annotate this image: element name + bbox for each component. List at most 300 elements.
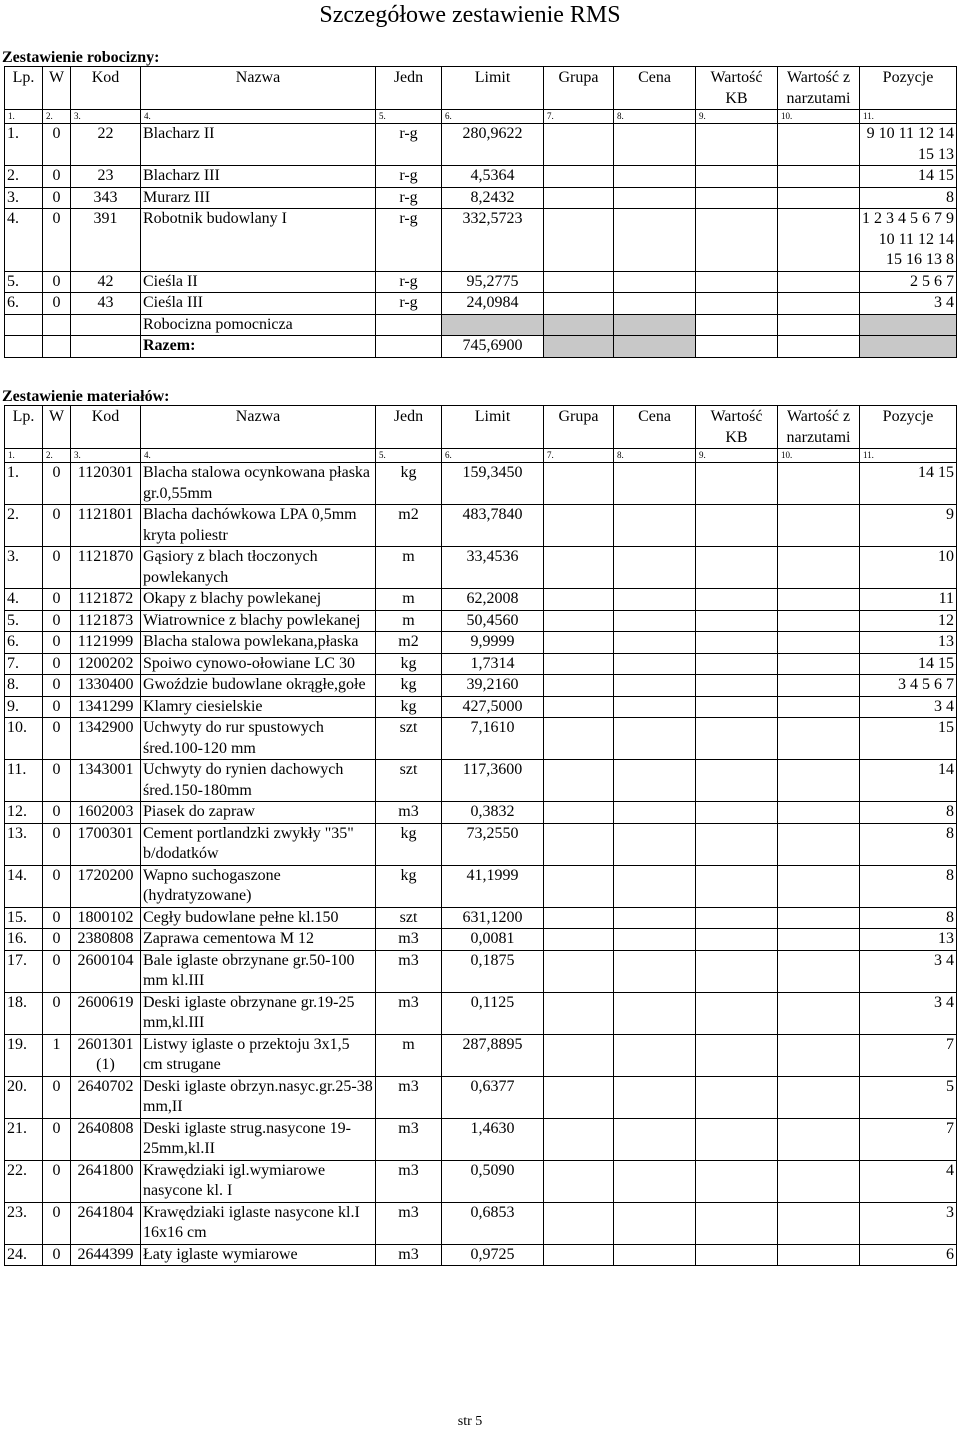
cell-lp: 5. <box>5 610 43 632</box>
column-header-kod: Kod <box>71 406 141 449</box>
cell-cena <box>614 992 696 1034</box>
cell-jedn: r-g <box>376 166 442 188</box>
cell-wartosc-kb <box>696 950 778 992</box>
cell-jedn: kg <box>376 865 442 907</box>
cell-jedn: m3 <box>376 950 442 992</box>
cell-w: 0 <box>43 1244 71 1266</box>
column-number: 11. <box>860 110 957 124</box>
cell-grupa <box>544 907 614 929</box>
cell-w: 0 <box>43 802 71 824</box>
cell-wartosc-kb <box>696 1160 778 1202</box>
cell-wartosc-kb <box>696 632 778 654</box>
cell-nazwa: Spoiwo cynowo-ołowiane LC 30 <box>141 653 376 675</box>
column-header-pozycje: Pozycje <box>860 67 957 110</box>
cell-kod: 1121801 <box>71 505 141 547</box>
cell-cena <box>614 760 696 802</box>
cell-limit: 0,3832 <box>442 802 544 824</box>
cell-w: 1 <box>43 1034 71 1076</box>
cell-jedn: m3 <box>376 992 442 1034</box>
cell-limit: 0,5090 <box>442 1160 544 1202</box>
cell-wartosc-narzut <box>778 187 860 209</box>
cell-pozycje: 8 <box>860 865 957 907</box>
cell-pozycje: 14 15 <box>860 653 957 675</box>
cell-wartosc-narzut <box>778 271 860 293</box>
table-row <box>5 124 957 166</box>
cell-nazwa: Blacha stalowa powlekana,płaska <box>141 632 376 654</box>
cell-nazwa: Listwy iglaste o przektoju 3x1,5 cm strugane <box>141 1034 376 1076</box>
column-header-wartosc-narzut: Wartość z narzutami <box>778 406 860 449</box>
cell-pozycje: 3 4 <box>860 992 957 1034</box>
cell-wartosc-narzut <box>778 589 860 611</box>
cell-grupa <box>544 547 614 589</box>
cell-jedn <box>376 314 442 336</box>
column-number: 11. <box>860 449 957 463</box>
cell-lp: 7. <box>5 653 43 675</box>
table-row <box>5 718 957 760</box>
column-number: 6. <box>442 110 544 124</box>
column-header-w: W <box>43 67 71 110</box>
table-row <box>5 293 957 315</box>
column-number: 9. <box>696 110 778 124</box>
table-row <box>5 632 957 654</box>
cell-w: 0 <box>43 653 71 675</box>
table-row <box>5 547 957 589</box>
cell-cena <box>614 463 696 505</box>
cell-pozycje: 8 <box>860 907 957 929</box>
column-number: 1. <box>5 449 43 463</box>
cell-limit: 159,3450 <box>442 463 544 505</box>
cell-wartosc-narzut <box>778 1160 860 1202</box>
cell-w: 0 <box>43 760 71 802</box>
cell-pozycje: 5 <box>860 1076 957 1118</box>
cell-pozycje: 14 <box>860 760 957 802</box>
cell-pozycje: 7 <box>860 1034 957 1076</box>
column-number-row <box>5 110 957 124</box>
table-row <box>5 992 957 1034</box>
column-number: 3. <box>71 110 141 124</box>
table-row <box>5 187 957 209</box>
cell-grupa <box>544 718 614 760</box>
cell-wartosc-narzut <box>778 992 860 1034</box>
cell-pozycje <box>860 336 957 358</box>
cell-pozycje: 14 15 <box>860 463 957 505</box>
cell-w: 0 <box>43 632 71 654</box>
column-header-wartosc-kb: Wartość KB <box>696 406 778 449</box>
cell-jedn: r-g <box>376 209 442 272</box>
cell-jedn: m <box>376 547 442 589</box>
table-row <box>5 675 957 697</box>
cell-kod: 43 <box>71 293 141 315</box>
cell-w: 0 <box>43 547 71 589</box>
cell-wartosc-narzut <box>778 632 860 654</box>
cell-w: 0 <box>43 293 71 315</box>
cell-wartosc-kb <box>696 1202 778 1244</box>
cell-pozycje: 6 <box>860 1244 957 1266</box>
table-row <box>5 1202 957 1244</box>
column-header-wartosc-kb: Wartość KB <box>696 67 778 110</box>
cell-grupa <box>544 505 614 547</box>
cell-kod: 22 <box>71 124 141 166</box>
cell-w: 0 <box>43 124 71 166</box>
cell-pozycje: 1 2 3 4 5 6 7 9 10 11 12 14 15 16 13 8 <box>860 209 957 272</box>
cell-wartosc-narzut <box>778 802 860 824</box>
table-row <box>5 865 957 907</box>
cell-w: 0 <box>43 992 71 1034</box>
cell-kod: 1800102 <box>71 907 141 929</box>
cell-wartosc-kb <box>696 293 778 315</box>
cell-cena <box>614 124 696 166</box>
cell-grupa <box>544 760 614 802</box>
cell-grupa <box>544 992 614 1034</box>
cell-wartosc-kb <box>696 760 778 802</box>
cell-w: 0 <box>43 675 71 697</box>
cell-cena <box>614 314 696 336</box>
cell-nazwa: Cement portlandzki zwykły "35" b/dodatków <box>141 823 376 865</box>
cell-lp: 19. <box>5 1034 43 1076</box>
table-row <box>5 1034 957 1076</box>
column-number: 4. <box>141 110 376 124</box>
column-header-grupa: Grupa <box>544 406 614 449</box>
cell-grupa <box>544 823 614 865</box>
table-row <box>5 505 957 547</box>
cell-lp: 16. <box>5 929 43 951</box>
cell-w: 0 <box>43 209 71 272</box>
column-number: 2. <box>43 110 71 124</box>
cell-pozycje <box>860 314 957 336</box>
cell-wartosc-narzut <box>778 718 860 760</box>
cell-w: 0 <box>43 696 71 718</box>
cell-w: 0 <box>43 865 71 907</box>
column-header-lp: Lp. <box>5 406 43 449</box>
cell-nazwa: Łaty iglaste wymiarowe <box>141 1244 376 1266</box>
cell-pozycje: 8 <box>860 823 957 865</box>
cell-kod: 1700301 <box>71 823 141 865</box>
column-number: 8. <box>614 110 696 124</box>
cell-jedn: kg <box>376 675 442 697</box>
column-number: 5. <box>376 449 442 463</box>
cell-wartosc-kb <box>696 589 778 611</box>
cell-wartosc-kb <box>696 802 778 824</box>
cell-lp: 14. <box>5 865 43 907</box>
cell-limit: 332,5723 <box>442 209 544 272</box>
cell-limit: 1,4630 <box>442 1118 544 1160</box>
cell-lp: 5. <box>5 271 43 293</box>
cell-wartosc-kb <box>696 547 778 589</box>
cell-wartosc-kb <box>696 271 778 293</box>
cell-grupa <box>544 1034 614 1076</box>
cell-limit: 62,2008 <box>442 589 544 611</box>
cell-wartosc-kb <box>696 865 778 907</box>
cell-jedn: szt <box>376 907 442 929</box>
cell-wartosc-kb <box>696 124 778 166</box>
cell-lp: 9. <box>5 696 43 718</box>
cell-lp: 6. <box>5 293 43 315</box>
cell-wartosc-narzut <box>778 823 860 865</box>
cell-wartosc-kb <box>696 1076 778 1118</box>
cell-nazwa: Krawędziaki igl.wymiarowe nasycone kl. I <box>141 1160 376 1202</box>
cell-wartosc-narzut <box>778 1244 860 1266</box>
cell-pozycje: 8 <box>860 187 957 209</box>
cell-wartosc-narzut <box>778 124 860 166</box>
cell-nazwa: Klamry ciesielskie <box>141 696 376 718</box>
cell-nazwa: Murarz III <box>141 187 376 209</box>
cell-wartosc-narzut <box>778 209 860 272</box>
cell-cena <box>614 1118 696 1160</box>
cell-kod: 2640808 <box>71 1118 141 1160</box>
cell-nazwa: Uchwyty do rynien dachowych śred.150-180mm <box>141 760 376 802</box>
cell-limit: 0,0081 <box>442 929 544 951</box>
cell-grupa <box>544 696 614 718</box>
cell-pozycje: 11 <box>860 589 957 611</box>
cell-wartosc-kb <box>696 187 778 209</box>
cell-nazwa: Blacharz III <box>141 166 376 188</box>
table-row <box>5 653 957 675</box>
cell-lp: 2. <box>5 166 43 188</box>
cell-cena <box>614 718 696 760</box>
cell-lp: 18. <box>5 992 43 1034</box>
cell-nazwa: Okapy z blachy powlekanej <box>141 589 376 611</box>
cell-jedn: m <box>376 1034 442 1076</box>
cell-jedn: szt <box>376 718 442 760</box>
cell-nazwa: Wapno suchogaszone (hydratyzowane) <box>141 865 376 907</box>
total-label: Razem: <box>141 336 376 358</box>
cell-jedn: m3 <box>376 802 442 824</box>
column-header-kod: Kod <box>71 67 141 110</box>
cell-cena <box>614 1034 696 1076</box>
cell-lp: 11. <box>5 760 43 802</box>
column-number: 4. <box>141 449 376 463</box>
cell-jedn: szt <box>376 760 442 802</box>
column-header-limit: Limit <box>442 67 544 110</box>
cell-pozycje: 15 <box>860 718 957 760</box>
cell-jedn: m2 <box>376 632 442 654</box>
cell-kod: 1720200 <box>71 865 141 907</box>
column-number: 10. <box>778 110 860 124</box>
cell-wartosc-narzut <box>778 463 860 505</box>
table-row <box>5 166 957 188</box>
table-row <box>5 1244 957 1266</box>
labor-heading: Zestawienie robocizny: <box>2 49 160 66</box>
table-row <box>5 907 957 929</box>
cell-w <box>43 314 71 336</box>
cell-jedn <box>376 336 442 358</box>
table-row <box>5 209 957 272</box>
table-row <box>5 463 957 505</box>
column-header-nazwa: Nazwa <box>141 67 376 110</box>
column-number: 9. <box>696 449 778 463</box>
cell-kod: 2640702 <box>71 1076 141 1118</box>
table-row <box>5 696 957 718</box>
cell-limit: 0,1875 <box>442 950 544 992</box>
table-row <box>5 802 957 824</box>
cell-lp: 8. <box>5 675 43 697</box>
materials-heading: Zestawienie materiałów: <box>2 388 170 405</box>
cell-lp: 22. <box>5 1160 43 1202</box>
cell-cena <box>614 632 696 654</box>
column-header-jedn: Jedn <box>376 406 442 449</box>
cell-nazwa: Gąsiory z blach tłoczonych powlekanych <box>141 547 376 589</box>
column-number: 7. <box>544 110 614 124</box>
cell-cena <box>614 929 696 951</box>
cell-wartosc-narzut <box>778 1118 860 1160</box>
cell-jedn: m3 <box>376 1076 442 1118</box>
cell-nazwa: Blacha stalowa ocynkowana płaska gr.0,55mm <box>141 463 376 505</box>
cell-limit: 0,6853 <box>442 1202 544 1244</box>
cell-cena <box>614 1202 696 1244</box>
cell-nazwa: Cieśla III <box>141 293 376 315</box>
cell-w: 0 <box>43 505 71 547</box>
cell-jedn: m2 <box>376 505 442 547</box>
cell-w: 0 <box>43 907 71 929</box>
cell-nazwa: Robotnik budowlany I <box>141 209 376 272</box>
cell-nazwa: Deski iglaste obrzynane gr.19-25 mm,kl.III <box>141 992 376 1034</box>
column-number-row <box>5 449 957 463</box>
cell-lp: 12. <box>5 802 43 824</box>
cell-cena <box>614 907 696 929</box>
cell-wartosc-kb <box>696 610 778 632</box>
cell-limit: 1,7314 <box>442 653 544 675</box>
cell-nazwa: Cieśla II <box>141 271 376 293</box>
cell-w: 0 <box>43 950 71 992</box>
cell-cena <box>614 696 696 718</box>
cell-grupa <box>544 802 614 824</box>
column-number: 2. <box>43 449 71 463</box>
cell-wartosc-kb <box>696 1244 778 1266</box>
cell-w: 0 <box>43 929 71 951</box>
cell-grupa <box>544 865 614 907</box>
cell-wartosc-kb <box>696 718 778 760</box>
cell-cena <box>614 547 696 589</box>
cell-lp: 1. <box>5 463 43 505</box>
total-value: 745,6900 <box>442 336 544 358</box>
cell-wartosc-narzut <box>778 547 860 589</box>
cell-w: 0 <box>43 271 71 293</box>
cell-wartosc-narzut <box>778 314 860 336</box>
cell-wartosc-kb <box>696 166 778 188</box>
cell-pozycje: 10 <box>860 547 957 589</box>
cell-grupa <box>544 293 614 315</box>
cell-kod: 42 <box>71 271 141 293</box>
cell-kod: 2601301 (1) <box>71 1034 141 1076</box>
cell-cena <box>614 187 696 209</box>
cell-limit: 0,6377 <box>442 1076 544 1118</box>
cell-kod: 2600104 <box>71 950 141 992</box>
cell-wartosc-kb <box>696 209 778 272</box>
cell-cena <box>614 505 696 547</box>
cell-nazwa: Zaprawa cementowa M 12 <box>141 929 376 951</box>
cell-pozycje: 3 4 <box>860 293 957 315</box>
cell-kod: 1341299 <box>71 696 141 718</box>
cell-pozycje: 12 <box>860 610 957 632</box>
cell-limit: 95,2775 <box>442 271 544 293</box>
cell-cena <box>614 1244 696 1266</box>
cell-wartosc-narzut <box>778 1202 860 1244</box>
cell-w: 0 <box>43 589 71 611</box>
column-header-wartosc-narzut: Wartość z narzutami <box>778 67 860 110</box>
cell-jedn: r-g <box>376 124 442 166</box>
total-row <box>5 336 957 358</box>
cell-cena <box>614 271 696 293</box>
cell-cena <box>614 950 696 992</box>
cell-limit: 631,1200 <box>442 907 544 929</box>
cell-grupa <box>544 187 614 209</box>
cell-cena <box>614 675 696 697</box>
cell-cena <box>614 1076 696 1118</box>
table-row <box>5 1076 957 1118</box>
cell-pozycje: 14 15 <box>860 166 957 188</box>
cell-limit: 24,0984 <box>442 293 544 315</box>
cell-grupa <box>544 929 614 951</box>
column-number: 3. <box>71 449 141 463</box>
cell-w: 0 <box>43 1160 71 1202</box>
table-row <box>5 823 957 865</box>
cell-kod: 1121872 <box>71 589 141 611</box>
cell-cena <box>614 653 696 675</box>
cell-limit: 73,2550 <box>442 823 544 865</box>
cell-pozycje: 7 <box>860 1118 957 1160</box>
cell-kod <box>71 336 141 358</box>
cell-jedn: r-g <box>376 187 442 209</box>
cell-limit: 287,8895 <box>442 1034 544 1076</box>
cell-jedn: r-g <box>376 293 442 315</box>
column-header-cena: Cena <box>614 406 696 449</box>
cell-jedn: m3 <box>376 1160 442 1202</box>
header-row <box>5 406 957 449</box>
header-row <box>5 67 957 110</box>
cell-limit: 0,9725 <box>442 1244 544 1266</box>
cell-wartosc-kb <box>696 653 778 675</box>
column-header-limit: Limit <box>442 406 544 449</box>
cell-cena <box>614 166 696 188</box>
cell-wartosc-kb <box>696 929 778 951</box>
cell-lp: 24. <box>5 1244 43 1266</box>
materials-table <box>4 405 957 1266</box>
cell-wartosc-narzut <box>778 1076 860 1118</box>
cell-nazwa: Uchwyty do rur spustowych śred.100-120 mm <box>141 718 376 760</box>
cell-limit: 0,1125 <box>442 992 544 1034</box>
cell-w: 0 <box>43 610 71 632</box>
cell-w: 0 <box>43 187 71 209</box>
cell-nazwa: Wiatrownice z blachy powlekanej <box>141 610 376 632</box>
cell-nazwa: Cegły budowlane pełne kl.150 <box>141 907 376 929</box>
cell-wartosc-narzut <box>778 760 860 802</box>
table-row <box>5 610 957 632</box>
cell-kod <box>71 314 141 336</box>
cell-w: 0 <box>43 1202 71 1244</box>
column-number: 7. <box>544 449 614 463</box>
cell-grupa <box>544 336 614 358</box>
cell-jedn: r-g <box>376 271 442 293</box>
cell-cena <box>614 802 696 824</box>
cell-kod: 2641804 <box>71 1202 141 1244</box>
cell-cena <box>614 823 696 865</box>
column-header-w: W <box>43 406 71 449</box>
column-header-grupa: Grupa <box>544 67 614 110</box>
cell-kod: 1121999 <box>71 632 141 654</box>
cell-pozycje: 3 4 <box>860 950 957 992</box>
cell-nazwa: Deski iglaste obrzyn.nasyc.gr.25-38 mm,II <box>141 1076 376 1118</box>
cell-w: 0 <box>43 718 71 760</box>
table-row <box>5 1160 957 1202</box>
cell-jedn: kg <box>376 463 442 505</box>
labor-table <box>4 66 957 358</box>
table-row <box>5 760 957 802</box>
cell-grupa <box>544 271 614 293</box>
cell-lp: 13. <box>5 823 43 865</box>
cell-limit: 41,1999 <box>442 865 544 907</box>
cell-lp: 21. <box>5 1118 43 1160</box>
column-number: 5. <box>376 110 442 124</box>
